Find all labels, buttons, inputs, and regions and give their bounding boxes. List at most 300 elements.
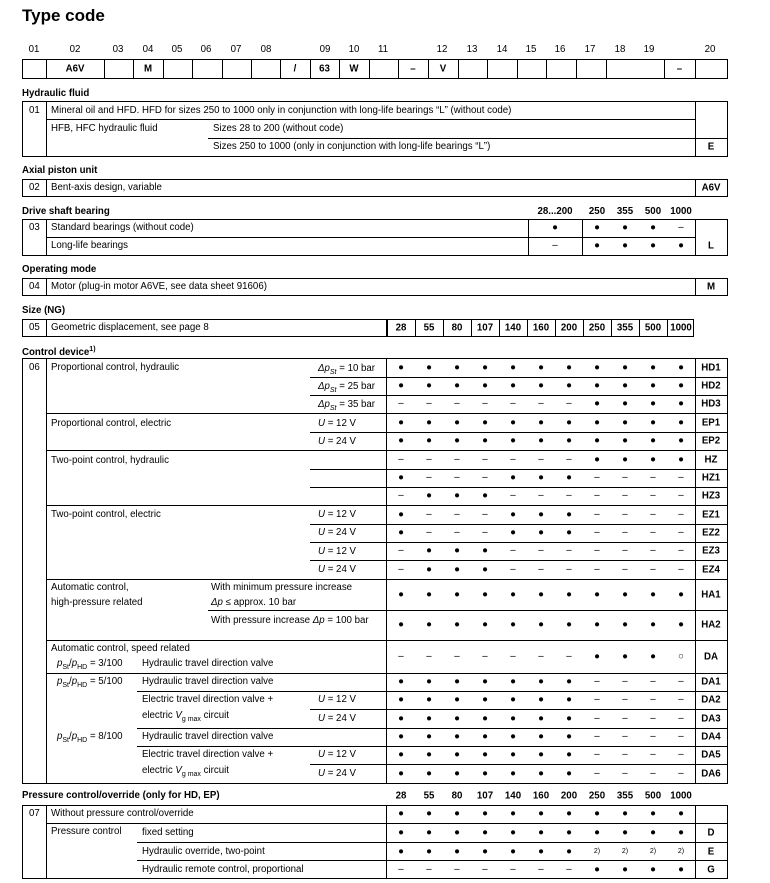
size-value: 355 xyxy=(616,322,634,334)
type-code-box: – xyxy=(410,63,416,75)
control-mark: ● xyxy=(538,588,544,600)
pressure-mark: ● xyxy=(454,845,460,857)
control-mark: ● xyxy=(398,361,404,373)
control-mark: ● xyxy=(622,398,628,409)
pressure-mark: ● xyxy=(650,864,656,875)
control-mark: – xyxy=(538,650,544,662)
control-mark: ● xyxy=(594,588,600,600)
da2-voltage-label: U = 12 V xyxy=(318,694,356,705)
control-mark: ● xyxy=(482,490,488,501)
ez4-voltage-label: U = 24 V xyxy=(318,564,356,575)
bearing-size-header: 28...200 xyxy=(537,206,573,217)
section-heading-control-device: Control device$^{1)}$ xyxy=(22,346,96,359)
control-mark: – xyxy=(454,453,460,465)
control-mark: – xyxy=(650,731,656,742)
control-mark: ● xyxy=(426,435,432,446)
control-mark: ● xyxy=(426,712,432,724)
control-mark: ● xyxy=(454,676,460,687)
control-mark: ● xyxy=(398,712,404,724)
control-mark: ● xyxy=(650,453,656,465)
pressure-25bar-label: $\Delta p_{St} = 25$ bar xyxy=(318,381,376,394)
size-value: 160 xyxy=(532,322,550,334)
pressure-mark: ● xyxy=(482,808,488,819)
pressure-row-text: Hydraulic override, two-point xyxy=(142,845,265,857)
pressure-mark: ● xyxy=(622,808,628,819)
control-mark: – xyxy=(678,694,684,705)
ha2-label: With pressure increase Δp = 100 bar xyxy=(211,615,369,626)
pressure-control-label: Pressure control xyxy=(51,826,122,837)
control-mark: – xyxy=(650,545,656,556)
ha1-label-1: With minimum pressure increase xyxy=(211,582,353,593)
control-mark: ● xyxy=(510,731,516,742)
control-mark: ● xyxy=(454,435,460,446)
ratio-8-100-label: $p_{St}/p_{HD} = 8/100$ xyxy=(57,731,123,744)
control-mark: ● xyxy=(650,398,656,409)
pressure-mark: ● xyxy=(426,827,432,838)
control-mark: ● xyxy=(510,619,516,630)
size-text: Geometric displacement, see page 8 xyxy=(51,322,209,333)
control-mark: ● xyxy=(510,380,516,391)
control-mark: ● xyxy=(454,545,460,556)
control-mark: ● xyxy=(426,588,432,600)
da2-circuit-label: electric $V_{g max}$ circuit xyxy=(142,710,229,723)
control-mark: – xyxy=(510,453,516,465)
position-number: 15 xyxy=(525,44,537,55)
control-mark: ● xyxy=(566,361,572,373)
control-mark: – xyxy=(622,712,628,724)
control-mark: – xyxy=(650,508,656,520)
control-mark: – xyxy=(678,508,684,520)
section-heading-hydraulic-fluid: Hydraulic fluid xyxy=(22,88,90,99)
control-mark: ● xyxy=(426,380,432,391)
control-mark: – xyxy=(594,563,600,575)
control-mark: ● xyxy=(398,694,404,705)
section-number: 05 xyxy=(29,322,40,333)
control-mark: ● xyxy=(594,416,600,428)
pressure-mark: – xyxy=(426,864,432,875)
pressure-mark: ● xyxy=(510,845,516,857)
control-mark: ● xyxy=(566,712,572,724)
pressure-mark: ● xyxy=(510,827,516,838)
pressure-size-header: 55 xyxy=(423,790,435,802)
control-code: DA3 xyxy=(701,713,721,724)
ep1-voltage-label: U = 12 V xyxy=(318,418,356,429)
control-mark: ● xyxy=(622,380,628,391)
da5-circuit-label: electric $V_{g max}$ circuit xyxy=(142,765,229,778)
control-hd-label: Proportional control, hydraulic xyxy=(51,362,180,373)
control-mark: ● xyxy=(398,619,404,630)
control-mark: ● xyxy=(594,650,600,662)
control-mark: ● xyxy=(566,380,572,391)
control-mark: – xyxy=(650,768,656,779)
ratio-5-100-label: $p_{St}/p_{HD} = 5/100$ xyxy=(57,676,123,689)
bearing-size-header: 500 xyxy=(644,206,662,217)
control-mark: ● xyxy=(426,490,432,501)
ez2-voltage-label: U = 24 V xyxy=(318,527,356,538)
position-number: 03 xyxy=(112,44,124,55)
size-value: 500 xyxy=(644,322,662,334)
size-value: 1000 xyxy=(670,322,692,334)
control-mark: – xyxy=(398,398,404,409)
control-mark: ● xyxy=(454,588,460,600)
control-mark: ● xyxy=(678,453,684,465)
pressure-mark: 2) xyxy=(677,847,685,855)
control-mark: ● xyxy=(538,435,544,446)
control-code: DA xyxy=(704,651,718,662)
bearing-mark: – xyxy=(678,222,684,233)
control-mark: – xyxy=(678,712,684,724)
pressure-mark: 2) xyxy=(593,847,601,855)
pressure-mark: ● xyxy=(426,808,432,819)
pressure-mark: ● xyxy=(566,845,572,857)
control-mark: ● xyxy=(510,527,516,538)
ratio-3-100-label: $p_{St}/p_{HD} = 3/100$ xyxy=(57,658,123,671)
position-number: 12 xyxy=(436,44,448,55)
control-mark: ● xyxy=(678,435,684,446)
pressure-mark: – xyxy=(566,864,572,875)
control-mark: ● xyxy=(678,619,684,630)
control-mark: – xyxy=(566,650,572,662)
control-mark: ● xyxy=(538,380,544,391)
control-mark: – xyxy=(566,545,572,556)
control-mark: ● xyxy=(454,361,460,373)
control-mark: ● xyxy=(566,731,572,742)
control-mark: ● xyxy=(566,527,572,538)
control-mark: ● xyxy=(566,508,572,520)
pressure-mark: ● xyxy=(426,845,432,857)
control-mark: ● xyxy=(678,361,684,373)
pressure-mark: 2) xyxy=(649,847,657,855)
control-mark: ● xyxy=(538,768,544,779)
control-mark: ● xyxy=(426,361,432,373)
size-value: 140 xyxy=(504,322,522,334)
pressure-mark: ● xyxy=(510,808,516,819)
control-mark: ○ xyxy=(678,650,684,662)
control-mark: – xyxy=(650,563,656,575)
control-mark: ● xyxy=(622,619,628,630)
section-number: 04 xyxy=(29,281,40,292)
control-mark: ● xyxy=(426,731,432,742)
control-mark: ● xyxy=(426,749,432,760)
control-mark: ● xyxy=(482,676,488,687)
control-mark: – xyxy=(622,545,628,556)
pressure-mark: – xyxy=(510,864,516,875)
control-mark: – xyxy=(482,650,488,662)
pressure-mark: ● xyxy=(650,827,656,838)
pressure-mark: – xyxy=(454,864,460,875)
control-mark: ● xyxy=(482,694,488,705)
pressure-size-header: 250 xyxy=(588,790,606,802)
control-hz-label: Two-point control, hydraulic xyxy=(51,455,169,466)
size-value: 28 xyxy=(395,322,407,334)
control-code: EZ2 xyxy=(702,527,720,539)
control-code: EZ4 xyxy=(702,564,720,575)
bearing-mark: ● xyxy=(650,240,656,251)
bearing-row-text: Standard bearings (without code) xyxy=(51,222,194,233)
da5-elec-valve-label: Electric travel direction valve + xyxy=(142,749,274,760)
control-code: DA1 xyxy=(701,676,721,688)
control-mark: – xyxy=(398,545,404,556)
pressure-mark: ● xyxy=(482,827,488,838)
control-mark: – xyxy=(482,398,488,409)
control-mark: ● xyxy=(482,380,488,391)
pressure-mark: ● xyxy=(678,827,684,838)
position-number: 02 xyxy=(69,44,81,55)
control-mark: – xyxy=(678,768,684,779)
control-mark: ● xyxy=(398,472,404,483)
control-mark: ● xyxy=(510,712,516,724)
pressure-size-header: 500 xyxy=(644,790,662,802)
ez1-voltage-label: U = 12 V xyxy=(318,509,356,520)
control-mark: ● xyxy=(566,676,572,687)
size-value: 107 xyxy=(476,322,494,334)
control-mark: – xyxy=(454,527,460,538)
control-mark: – xyxy=(594,731,600,742)
control-mark: ● xyxy=(622,453,628,465)
position-number: 01 xyxy=(28,44,40,55)
pressure-size-header: 1000 xyxy=(670,790,692,802)
axial-code: A6V xyxy=(701,182,721,194)
pressure-35bar-label: $\Delta p_{St} = 35$ bar xyxy=(318,399,376,412)
control-code: EZ3 xyxy=(702,545,720,557)
pressure-mark: 2) xyxy=(621,847,629,855)
control-mark: – xyxy=(622,563,628,575)
control-mark: – xyxy=(594,694,600,705)
fluid-sizes-large-text: Sizes 250 to 1000 (only in conjunction with long-life bearings “L”) xyxy=(213,141,491,152)
section-number: 03 xyxy=(29,222,40,233)
control-code: HZ xyxy=(704,454,718,465)
control-mark: ● xyxy=(398,508,404,520)
control-mark: – xyxy=(482,453,488,465)
control-mark: – xyxy=(594,472,600,483)
control-mark: – xyxy=(594,545,600,556)
control-mark: ● xyxy=(398,588,404,600)
pressure-mark: ● xyxy=(650,808,656,819)
control-mark: ● xyxy=(454,563,460,575)
control-mark: ● xyxy=(538,472,544,483)
size-value: 80 xyxy=(451,322,463,334)
control-mark: ● xyxy=(566,472,572,483)
control-mark: ● xyxy=(482,731,488,742)
position-number: 19 xyxy=(643,44,655,55)
control-mark: – xyxy=(678,676,684,687)
control-code: DA6 xyxy=(701,768,721,780)
position-number: 08 xyxy=(260,44,272,55)
control-mark: ● xyxy=(426,768,432,779)
bearing-size-header: 1000 xyxy=(670,206,692,217)
control-mark: ● xyxy=(426,545,432,556)
control-code: HZ1 xyxy=(701,472,721,484)
pressure-mark: ● xyxy=(538,827,544,838)
pressure-mark: ● xyxy=(594,827,600,838)
control-mark: ● xyxy=(622,435,628,446)
control-mark: – xyxy=(454,472,460,483)
position-number: 14 xyxy=(496,44,508,55)
pressure-mark: ● xyxy=(566,808,572,819)
control-mark: – xyxy=(594,490,600,501)
control-mark: ● xyxy=(510,361,516,373)
control-mark: – xyxy=(566,490,572,501)
control-ez-label: Two-point control, electric xyxy=(51,509,161,520)
type-code-bar xyxy=(22,59,728,79)
position-number: 09 xyxy=(319,44,331,55)
control-mark: ● xyxy=(482,416,488,428)
control-mark: ● xyxy=(678,416,684,428)
control-code: EZ1 xyxy=(702,509,720,520)
position-number: 20 xyxy=(704,44,716,55)
size-value: 250 xyxy=(588,322,606,334)
control-mark: ● xyxy=(594,453,600,465)
pressure-mark: ● xyxy=(538,808,544,819)
control-mark: – xyxy=(538,453,544,465)
control-mark: – xyxy=(650,490,656,501)
control-mark: – xyxy=(650,694,656,705)
ez3-voltage-label: U = 12 V xyxy=(318,546,356,557)
bearing-row-text: Long-life bearings xyxy=(51,240,129,251)
control-mark: ● xyxy=(454,490,460,501)
control-mark: – xyxy=(510,563,516,575)
section-heading-size: Size (NG) xyxy=(22,305,66,316)
fluid-code-e: E xyxy=(707,141,715,153)
position-number: 16 xyxy=(554,44,566,55)
control-mark: – xyxy=(482,527,488,538)
position-number: 13 xyxy=(466,44,478,55)
control-mark: ● xyxy=(454,694,460,705)
control-code: DA5 xyxy=(701,749,721,761)
bearing-code: L xyxy=(708,240,714,252)
control-mark: ● xyxy=(398,435,404,446)
section-number: 07 xyxy=(29,808,40,819)
pressure-size-header: 160 xyxy=(532,790,550,802)
control-mark: – xyxy=(426,472,432,483)
type-code-box: A6V xyxy=(65,63,85,75)
pressure-mark: – xyxy=(482,864,488,875)
pressure-mark: ● xyxy=(398,827,404,838)
pressure-mark: ● xyxy=(566,827,572,838)
control-mark: – xyxy=(678,472,684,483)
control-mark: – xyxy=(482,508,488,520)
control-mark: ● xyxy=(426,416,432,428)
control-mark: – xyxy=(426,508,432,520)
control-mark: ● xyxy=(650,416,656,428)
control-mark: – xyxy=(594,712,600,724)
pressure-mark: ● xyxy=(622,864,628,875)
control-mark: – xyxy=(594,527,600,538)
pressure-mark: ● xyxy=(678,808,684,819)
control-mark: ● xyxy=(454,749,460,760)
control-code: EP2 xyxy=(701,435,721,447)
control-mark: ● xyxy=(566,416,572,428)
type-code-box: V xyxy=(439,63,447,75)
control-mark: ● xyxy=(622,416,628,428)
control-mark: – xyxy=(426,453,432,465)
control-mark: ● xyxy=(538,361,544,373)
control-mark: ● xyxy=(622,650,628,662)
section-number: 06 xyxy=(29,362,40,373)
control-mark: ● xyxy=(594,380,600,391)
control-mark: ● xyxy=(650,380,656,391)
control-mark: – xyxy=(622,731,628,742)
control-mark: ● xyxy=(482,768,488,779)
control-mark: ● xyxy=(398,768,404,779)
bearing-size-header: 355 xyxy=(616,206,634,217)
control-mark: – xyxy=(650,712,656,724)
section-heading-pressure-control: Pressure control/override (only for HD, EP) xyxy=(22,790,220,801)
control-code: EP1 xyxy=(701,417,721,428)
control-mark: – xyxy=(454,398,460,409)
type-code-box: 63 xyxy=(319,63,330,75)
control-mark: – xyxy=(538,545,544,556)
control-mark: ● xyxy=(566,768,572,779)
pressure-size-header: 80 xyxy=(451,790,463,802)
control-mark: ● xyxy=(454,416,460,428)
position-number: 10 xyxy=(348,44,360,55)
da2-elec-valve-label: Electric travel direction valve + xyxy=(142,694,274,705)
control-mark: ● xyxy=(538,676,544,687)
pressure-mark: ● xyxy=(398,845,404,857)
control-mark: ● xyxy=(510,676,516,687)
control-mark: ● xyxy=(482,563,488,575)
control-mark: – xyxy=(594,676,600,687)
control-mark: ● xyxy=(482,435,488,446)
control-mark: – xyxy=(538,490,544,501)
bearing-size-header: 250 xyxy=(588,206,606,217)
control-mark: – xyxy=(622,694,628,705)
control-mark: ● xyxy=(510,472,516,483)
ha1-label-2: Δp ≤ approx. 10 bar xyxy=(211,597,297,608)
pressure-mark: ● xyxy=(594,808,600,819)
control-mark: – xyxy=(678,749,684,760)
bearing-mark: ● xyxy=(650,222,656,233)
da5-voltage-label: U = 12 V xyxy=(318,749,356,760)
control-mark: – xyxy=(622,508,628,520)
control-mark: – xyxy=(510,398,516,409)
control-mark: ● xyxy=(622,361,628,373)
control-mark: – xyxy=(678,490,684,501)
control-mark: – xyxy=(426,398,432,409)
control-code: HZ3 xyxy=(701,490,721,502)
control-da-label: Automatic control, speed related xyxy=(51,643,190,654)
control-mark: ● xyxy=(426,694,432,705)
size-value: 55 xyxy=(423,322,435,334)
pressure-none-text: Without pressure control/override xyxy=(51,808,194,819)
control-mark: – xyxy=(650,527,656,538)
control-mark: – xyxy=(622,768,628,779)
control-code: HD3 xyxy=(701,398,721,410)
pressure-mark: ● xyxy=(454,808,460,819)
pressure-size-header: 107 xyxy=(476,790,494,802)
pressure-mark: ● xyxy=(398,808,404,819)
pressure-size-header: 200 xyxy=(560,790,578,802)
control-mark: ● xyxy=(538,694,544,705)
control-mark: ● xyxy=(482,588,488,600)
control-mark: ● xyxy=(650,619,656,630)
operating-mode-text: Motor (plug-in motor A6VE, see data sheet 91606) xyxy=(51,281,267,292)
control-mark: ● xyxy=(454,768,460,779)
position-number: 07 xyxy=(230,44,242,55)
axial-design-text: Bent-axis design, variable xyxy=(51,182,162,193)
control-mark: ● xyxy=(510,588,516,600)
control-mark: – xyxy=(622,527,628,538)
section-heading-drive-shaft-bearing: Drive shaft bearing xyxy=(22,206,110,217)
control-mark: – xyxy=(454,650,460,662)
control-mark: – xyxy=(622,676,628,687)
control-mark: ● xyxy=(650,650,656,662)
page-title: Type code xyxy=(22,6,105,25)
control-code: DA2 xyxy=(701,694,721,706)
type-code-box: W xyxy=(349,63,359,75)
control-mark: ● xyxy=(426,619,432,630)
